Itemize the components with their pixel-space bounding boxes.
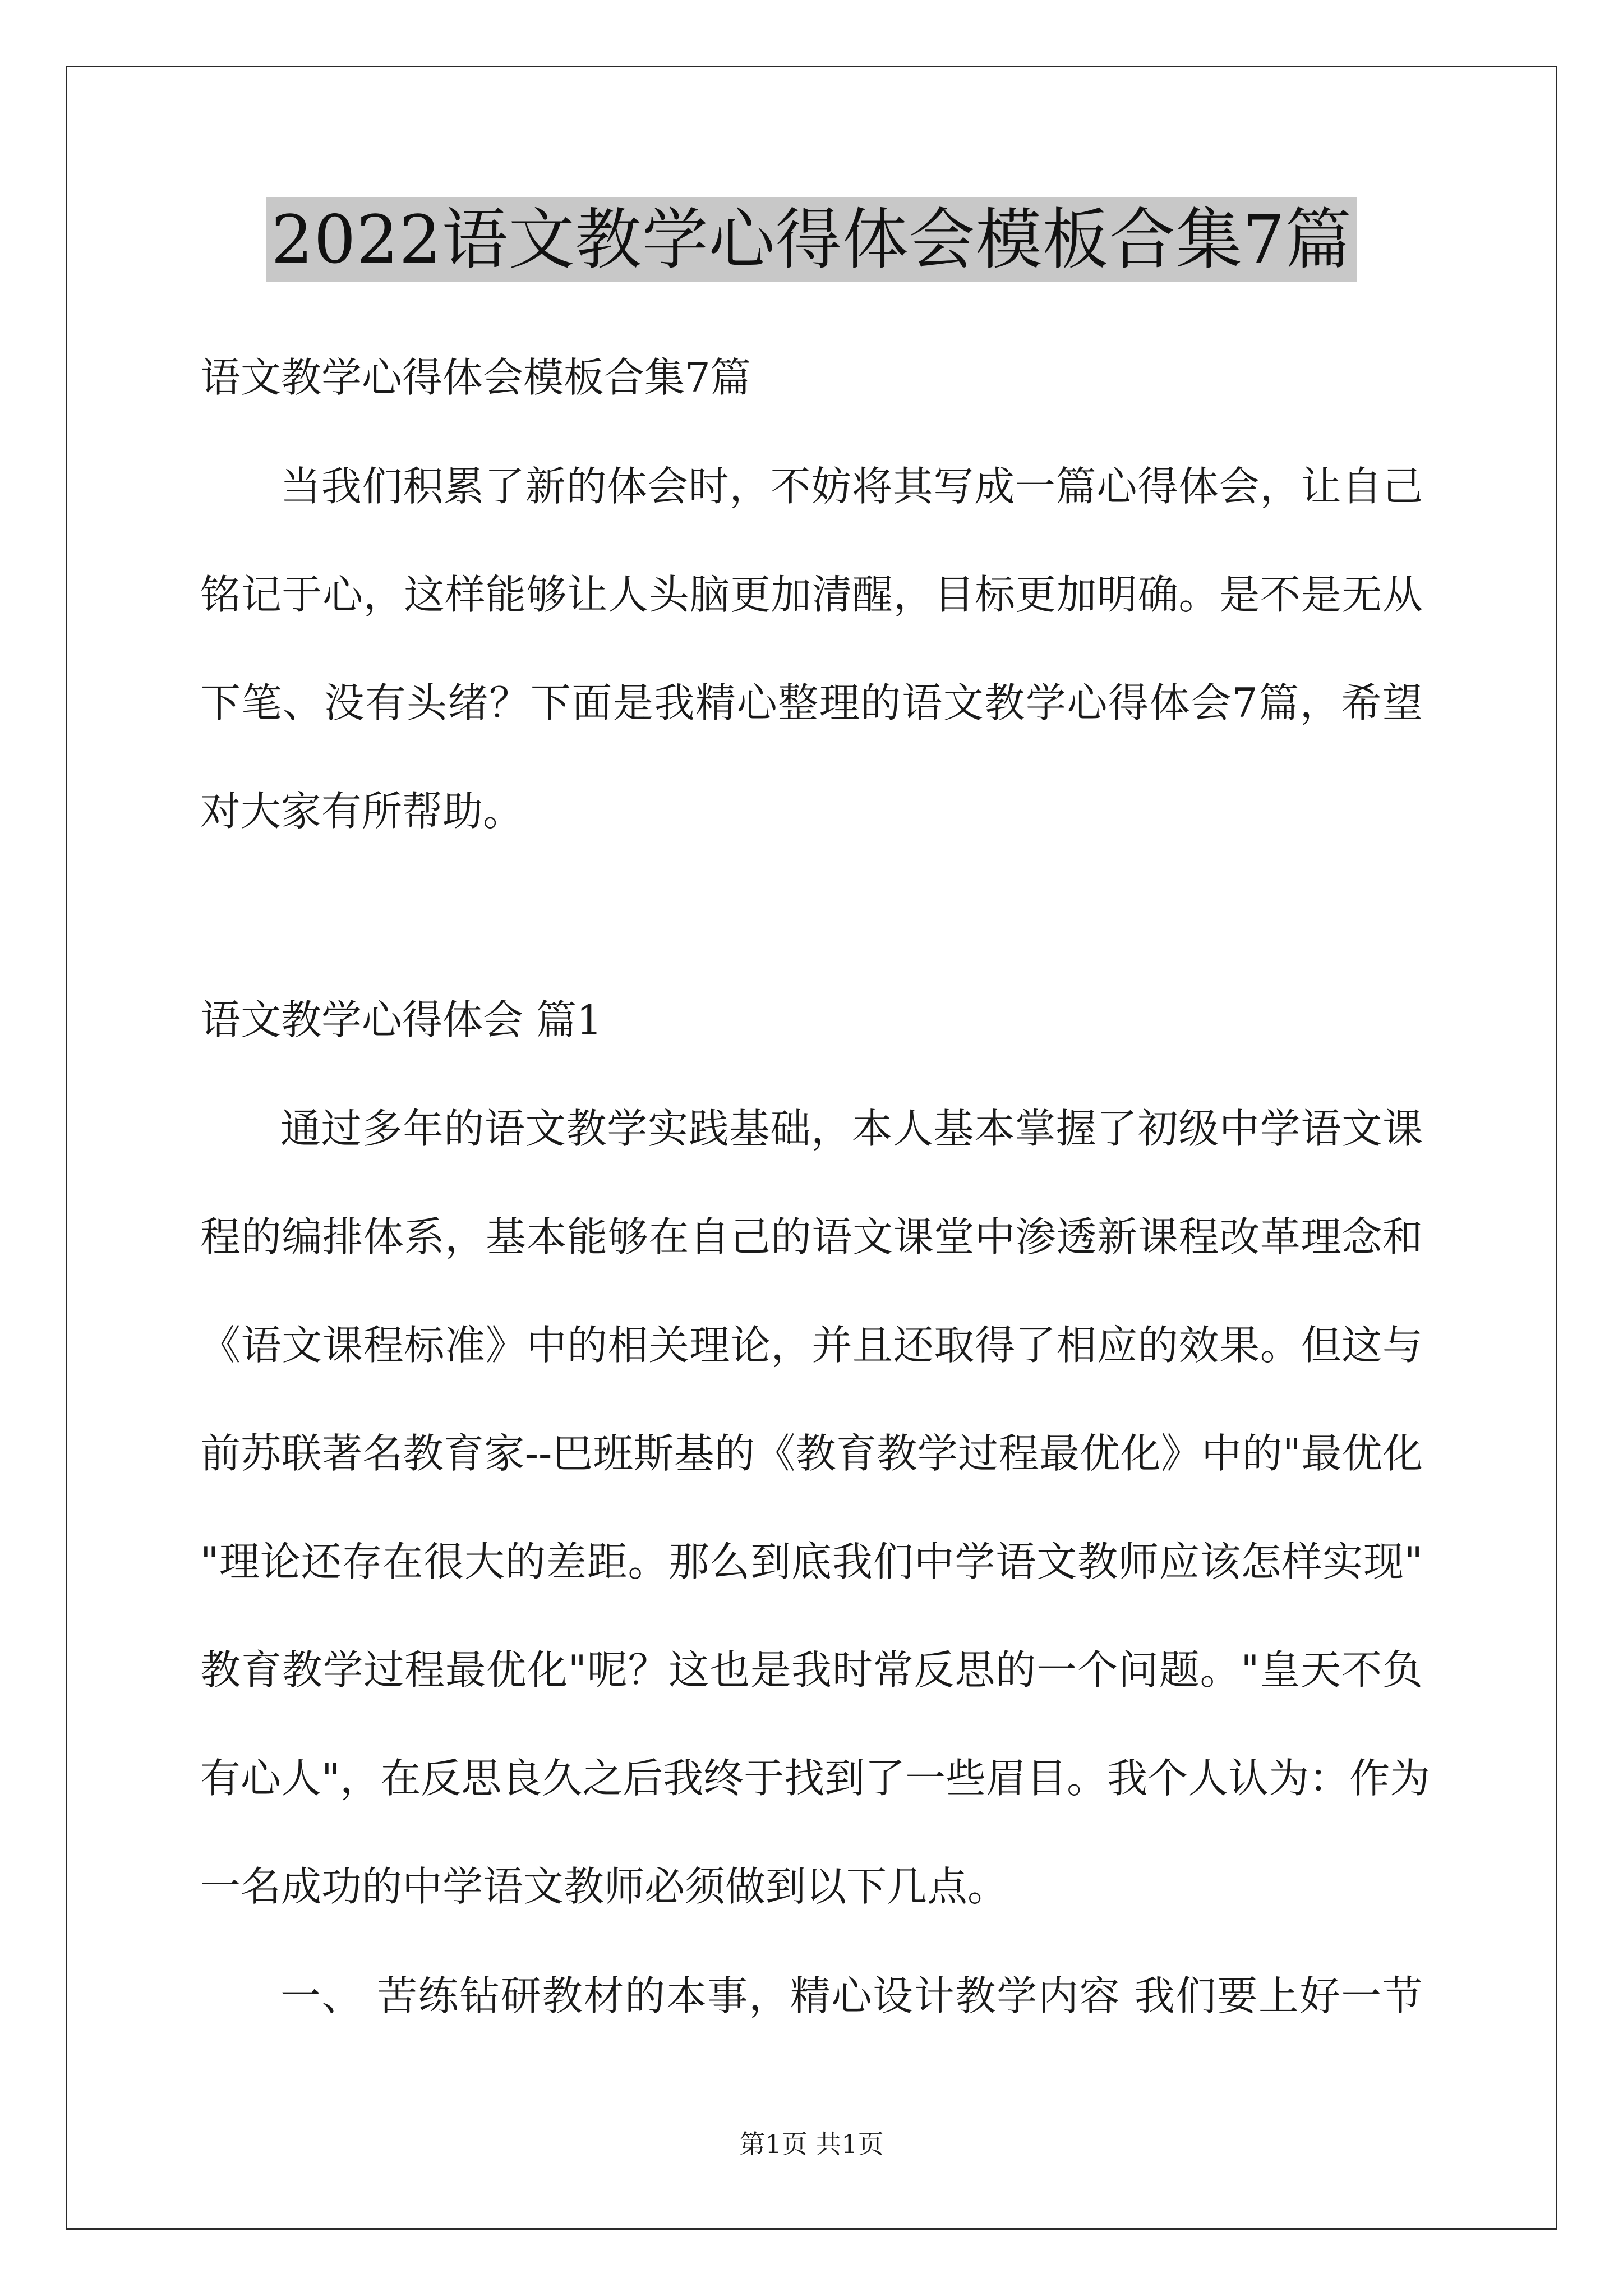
body-line: 通过多年的语文教学实践基础，本人基本掌握了初级中学语文课 [280, 1105, 1423, 1152]
intro-line: 下笔、没有头绪？下面是我精心整理的语文教学心得体会7篇，希望 [200, 679, 1423, 726]
body-line: 前苏联著名教育家--巴班斯基的《教育教学过程最优化》中的"最优化 [200, 1430, 1423, 1477]
title-container [0, 197, 1623, 282]
body-line: 有心人"，在反思良久之后我终于找到了一些眉目。我个人认为：作为 [200, 1755, 1431, 1802]
body-line: 程的编排体系，基本能够在自己的语文课堂中渗透新课程改革理念和 [200, 1213, 1423, 1260]
body-line: 《语文课程标准》中的相关理论，并且还取得了相应的效果。但这与 [200, 1322, 1423, 1369]
intro-line: 当我们积累了新的体会时，不妨将其写成一篇心得体会，让自己 [280, 463, 1423, 510]
section-heading: 语文教学心得体会 篇1 [200, 996, 602, 1043]
page-footer: 第1页 共1页 [739, 2129, 884, 2159]
document-title: 2022语文教学心得体会模板合集7篇 [266, 197, 1356, 282]
body-line: 一名成功的中学语文教师必须做到以下几点。 [200, 1863, 1008, 1910]
intro-line: 对大家有所帮助。 [200, 788, 524, 835]
body-line: 教育教学过程最优化"呢？这也是我时常反思的一个问题。"皇天不负 [200, 1646, 1423, 1694]
body-line: "理论还存在很大的差距。那么到底我们中学语文教师应该怎样实现" [200, 1538, 1423, 1585]
intro-line: 铭记于心，这样能够让人头脑更加清醒，目标更加明确。是不是无从 [200, 571, 1423, 618]
document-subtitle: 语文教学心得体会模板合集7篇 [200, 354, 751, 401]
point-one-line: 一、 苦练钻研教材的本事，精心设计教学内容 我们要上好一节 [280, 1972, 1423, 2019]
